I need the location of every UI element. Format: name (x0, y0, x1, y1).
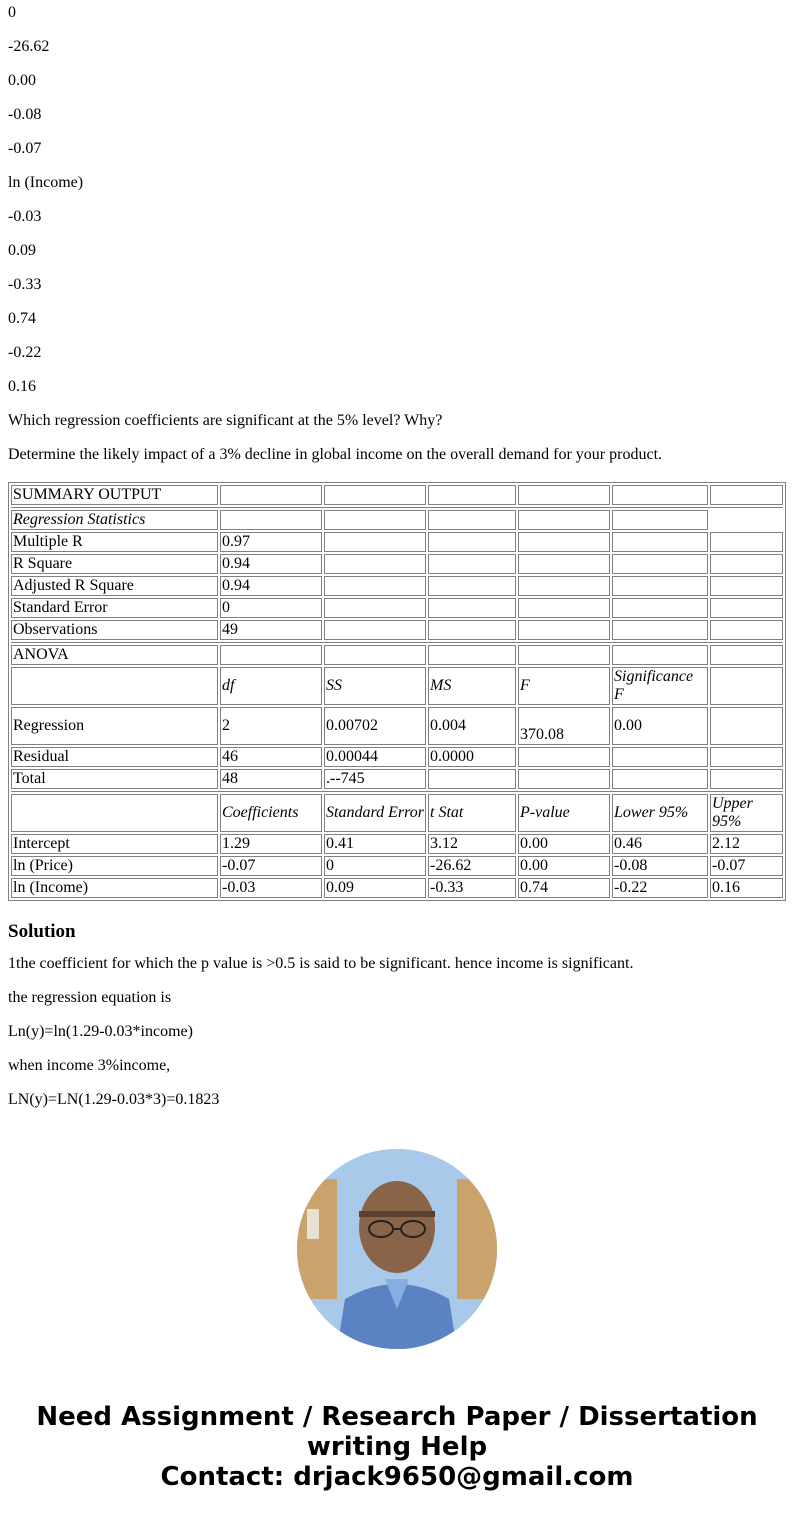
table-cell: -0.08 (612, 856, 708, 876)
stat-label: Adjusted R Square (11, 576, 218, 596)
table-row (11, 707, 783, 745)
table-cell: 0.00 (518, 856, 610, 876)
table-cell (518, 747, 610, 767)
table-cell: -0.07 (220, 856, 322, 876)
column-header: Standard Error (324, 794, 426, 832)
value-line: -0.22 (8, 344, 42, 361)
table-row (11, 645, 783, 665)
table-row (11, 856, 783, 876)
table-row (11, 532, 783, 552)
table-row (11, 769, 783, 789)
stat-value: 0.94 (220, 576, 322, 596)
table-cell: 2.12 (710, 834, 783, 854)
stat-value: 0.94 (220, 554, 322, 574)
value-line: 0.09 (8, 242, 36, 259)
author-photo-container (8, 1149, 786, 1354)
regression-summary-table (8, 482, 786, 901)
value-line: 0.74 (8, 310, 36, 327)
regression-statistics-heading: Regression Statistics (11, 510, 218, 530)
table-cell: -0.07 (710, 856, 783, 876)
solution-line: when income 3%income, (8, 1057, 171, 1074)
table-cell: -0.22 (612, 878, 708, 898)
table-row (11, 554, 783, 574)
stat-value: 0.97 (220, 532, 322, 552)
table-cell: 370.08 (518, 707, 610, 745)
value-line: -0.08 (8, 106, 42, 123)
value-line: -0.07 (8, 140, 42, 157)
table-cell: .--745 (324, 769, 426, 789)
anova-heading: ANOVA (11, 645, 218, 665)
row-label: Intercept (11, 834, 218, 854)
promo-line: Need Assignment / Research Paper / Dissertation (36, 1402, 758, 1432)
value-line: 0 (8, 4, 16, 21)
table-cell: 0.00702 (324, 707, 426, 745)
table-cell: 0 (324, 856, 426, 876)
table-cell: 0.74 (518, 878, 610, 898)
table-cell: -26.62 (428, 856, 516, 876)
table-row (11, 485, 783, 505)
solution-line: 1the coefficient for which the p value is >0.5 is said to be significant. hence income is significant. (8, 955, 634, 972)
column-header: MS (428, 667, 516, 705)
author-photo (297, 1149, 497, 1349)
table-cell: 3.12 (428, 834, 516, 854)
value-line: -0.03 (8, 208, 42, 225)
promo-banner (8, 1402, 786, 1492)
solution-body (8, 955, 786, 1125)
stat-label: Multiple R (11, 532, 218, 552)
solution-heading: Solution (8, 921, 76, 942)
table-row (11, 620, 783, 640)
table-cell: 48 (220, 769, 322, 789)
table-cell: 0.00 (518, 834, 610, 854)
row-label: ln (Income) (11, 878, 218, 898)
column-header: Upper 95% (710, 794, 783, 832)
column-header: P-value (518, 794, 610, 832)
table-cell (612, 769, 708, 789)
stat-label: R Square (11, 554, 218, 574)
table-cell: 2 (220, 707, 322, 745)
value-line: -26.62 (8, 38, 50, 55)
person-portrait-icon (297, 1149, 497, 1349)
value-line: ln (Income) (8, 174, 84, 191)
table-row (11, 834, 783, 854)
summary-output-title: SUMMARY OUTPUT (11, 485, 218, 505)
table-cell: 0.09 (324, 878, 426, 898)
table-cell: 0.0000 (428, 747, 516, 767)
solution-line: LN(y)=LN(1.29-0.03*3)=0.1823 (8, 1091, 220, 1108)
row-label: Total (11, 769, 218, 789)
question-income-impact: Determine the likely impact of a 3% decline in global income on the overall demand for your product. (8, 446, 663, 463)
question-significance: Which regression coefficients are significant at the 5% level? Why? (8, 412, 443, 429)
table-cell (428, 769, 516, 789)
table-cell: 0.41 (324, 834, 426, 854)
table-row (11, 598, 783, 618)
row-label: Regression (11, 707, 218, 745)
stat-value: 0 (220, 598, 322, 618)
stat-label: Standard Error (11, 598, 218, 618)
table-cell (518, 769, 610, 789)
promo-contact: Contact: drjack9650@gmail.com (160, 1462, 634, 1492)
solution-line: Ln(y)=ln(1.29-0.03*income) (8, 1023, 193, 1040)
table-cell: 0.00044 (324, 747, 426, 767)
table-cell (612, 747, 708, 767)
table-cell: 0.46 (612, 834, 708, 854)
stat-label: Observations (11, 620, 218, 640)
table-row (11, 576, 783, 596)
column-header: SS (324, 667, 426, 705)
table-row (11, 510, 783, 530)
column-header: df (220, 667, 322, 705)
table-cell: -0.33 (428, 878, 516, 898)
table-cell: 0.004 (428, 707, 516, 745)
table-cell: 0.16 (710, 878, 783, 898)
top-value-lines (8, 0, 786, 476)
value-line: 0.16 (8, 378, 36, 395)
column-header: F (518, 667, 610, 705)
table-cell: 46 (220, 747, 322, 767)
coefficient-header-row (11, 794, 783, 832)
promo-line: writing Help (306, 1432, 488, 1462)
stat-value: 49 (220, 620, 322, 640)
column-header: Coefficients (220, 794, 322, 832)
table-cell: 1.29 (220, 834, 322, 854)
column-header: t Stat (428, 794, 516, 832)
anova-header-row (11, 667, 783, 705)
value-line: -0.33 (8, 276, 42, 293)
table-row (11, 878, 783, 898)
solution-line: the regression equation is (8, 989, 172, 1006)
table-cell: -0.03 (220, 878, 322, 898)
column-header: Lower 95% (612, 794, 708, 832)
table-row (11, 747, 783, 767)
row-label: Residual (11, 747, 218, 767)
value-line: 0.00 (8, 72, 36, 89)
table-cell: 0.00 (612, 707, 708, 745)
column-header: Significance F (612, 667, 708, 705)
row-label: ln (Price) (11, 856, 218, 876)
